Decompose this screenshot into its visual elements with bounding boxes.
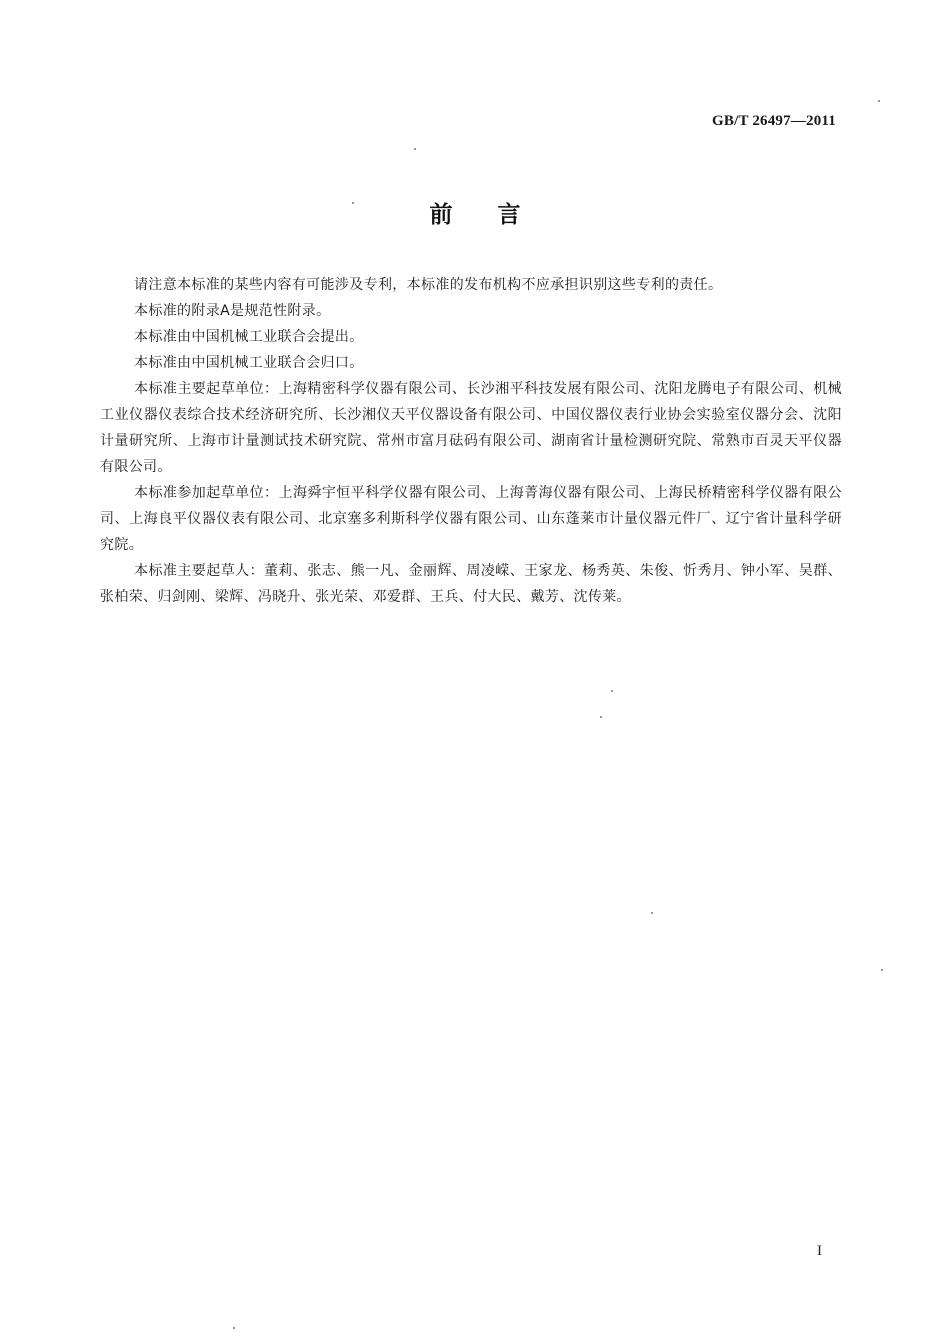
paragraph-main-drafting-units: 本标准主要起草单位：上海精密科学仪器有限公司、长沙湘平科技发展有限公司、沈阳龙腾电子有限公司、机械工业仪器仪表综合技术经济研究所、长沙湘仪天平仪器设备有限公司、中国仪器仪表行业协会实验室仪器分会、沈阳计量研究所、上海市计量测试技术研究院、常州市富月砝码有限公司、湖南省计量检测研究院、常熟市百灵天平仪器有限公司。	[100, 381, 842, 475]
paragraph-main-drafters: 本标准主要起草人：董莉、张志、熊一凡、金丽辉、周凌嵘、王家龙、杨秀英、朱俊、忻秀月、钟小军、吴群、张柏荣、归剑刚、梁辉、冯晓升、张光荣、邓爱群、王兵、付大民、戴芳、沈传莱。	[100, 563, 842, 605]
paragraph-annex: 本标准的附录A是规范性附录。	[134, 303, 331, 319]
scan-speck	[651, 912, 653, 914]
scan-speck	[600, 716, 602, 718]
scan-speck	[414, 148, 416, 150]
scan-speck	[233, 1327, 235, 1329]
paragraph-patent-notice: 请注意本标准的某些内容有可能涉及专利，本标准的发布机构不应承担识别这些专利的责任。	[134, 277, 723, 293]
preface-body	[100, 272, 842, 610]
paragraph-proposed-by: 本标准由中国机械工业联合会提出。	[134, 329, 364, 345]
scan-speck	[878, 100, 880, 102]
scan-speck	[352, 202, 354, 204]
scan-speck	[881, 969, 883, 971]
scan-speck	[611, 690, 613, 692]
section-title: 前言	[429, 202, 566, 228]
paragraph-under-jurisdiction: 本标准由中国机械工业联合会归口。	[134, 355, 364, 371]
page-number: I	[817, 1243, 822, 1259]
paragraph-participating-units: 本标准参加起草单位：上海舜宇恒平科学仪器有限公司、上海菁海仪器有限公司、上海民桥精密科学仪器有限公司、上海良平仪器仪表有限公司、北京塞多利斯科学仪器有限公司、山东蓬莱市计量仪器元件厂、辽宁省计量科学研究院。	[100, 485, 842, 553]
standard-number: GB/T 26497—2011	[712, 113, 836, 129]
